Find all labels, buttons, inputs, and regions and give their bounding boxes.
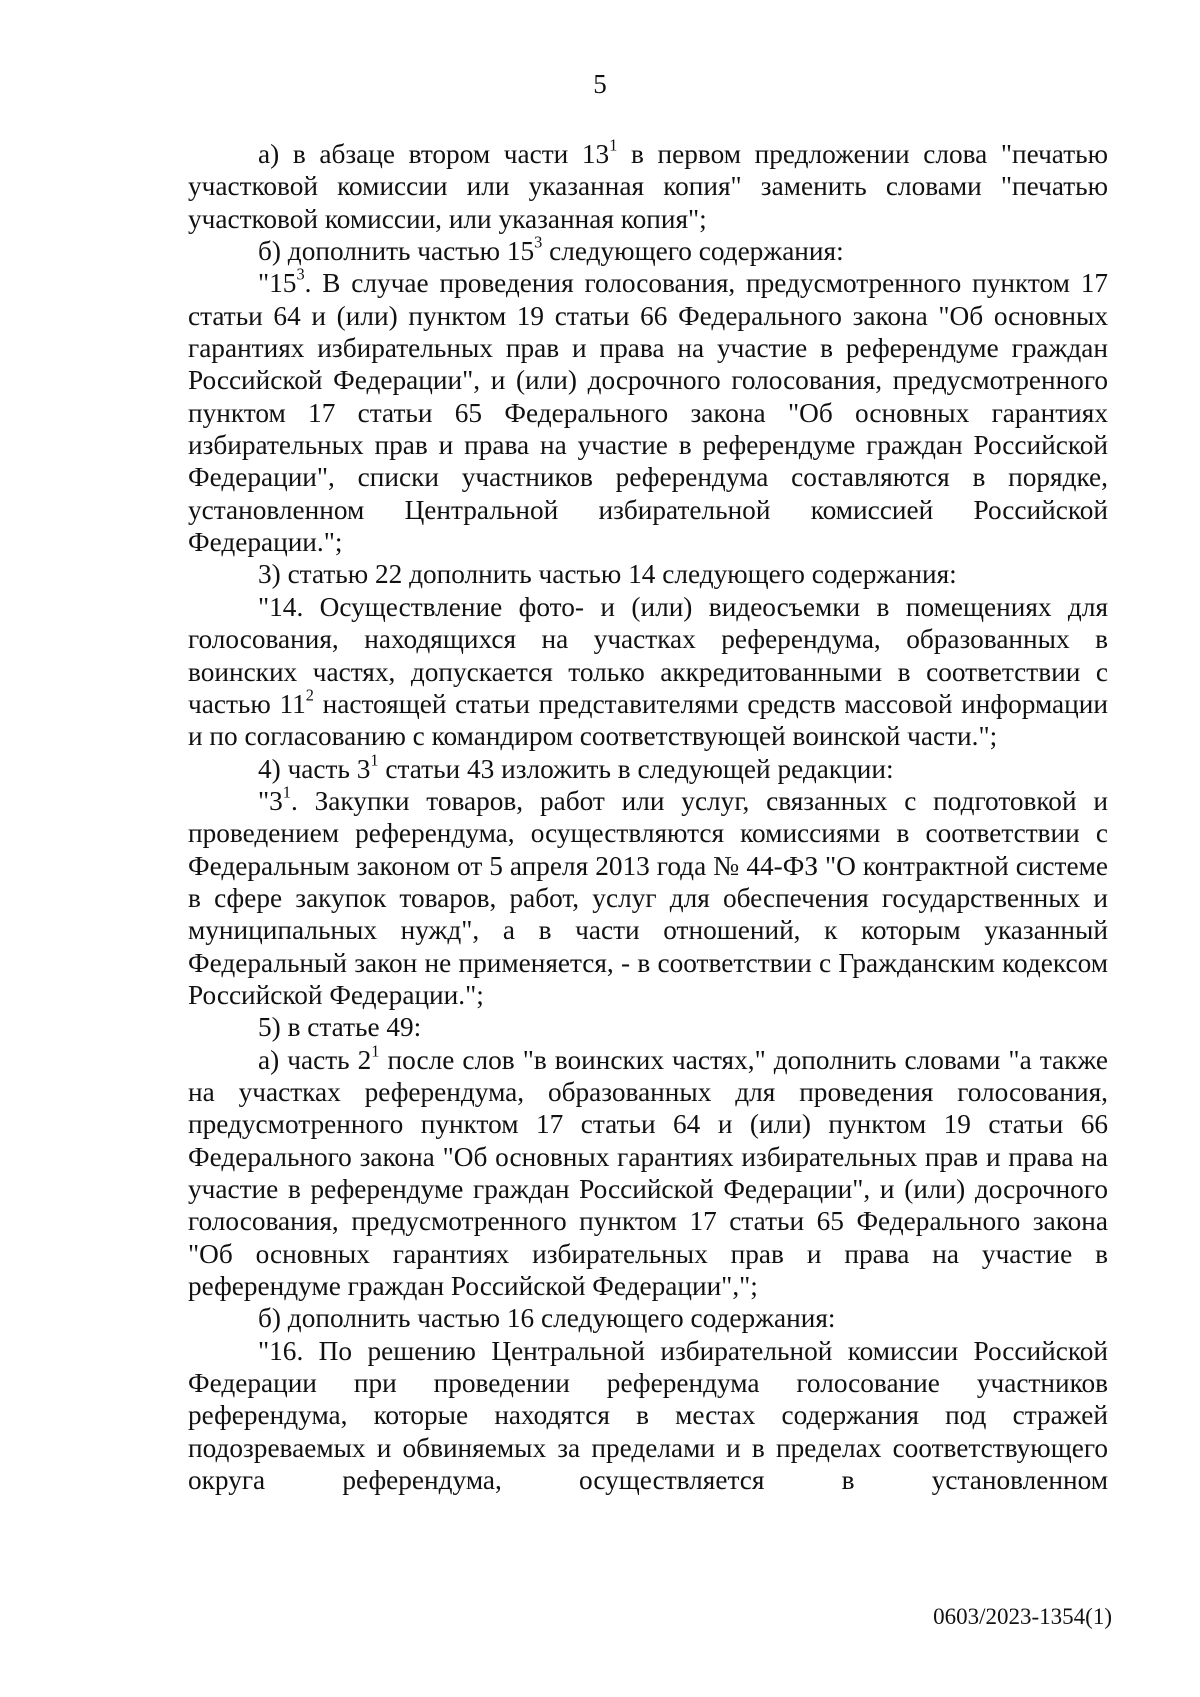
superscript: 3 (296, 265, 305, 285)
paragraph-9: а) часть $2^1$ после слов "в воинских частях," дополнить словами "а также на участках референдума, образованных для проведения голосования, предусмотренного пунктом 17 статьи 64 и (или) пунктом 19 статьи 66 Федерального закона "Об основных гарантиях избирательных прав и права на участие в референдуме граждан Российской Федерации", и (или) досрочного голосования, предусмотренного пунктом 17 статьи 65 Федерального закона "Об основных гарантиях избирательных прав и права на участие в референдуме граждан Российской Федерации","; (188, 1041, 1108, 1302)
superscript: 2 (305, 685, 314, 705)
paragraph-2: б) дополнить частью $15^3$ следующего содержания: (258, 232, 844, 267)
paragraph-8: 5) в статье 49: (258, 1012, 422, 1043)
superscript: 3 (534, 232, 543, 252)
paragraph-11: "16. По решению Центральной избирательной комиссии Российской Федерации при проведении референдума голосование участников референдума, которые находятся в местах содержания под стражей подозреваемых и обвиняемых за пределами и в пределах соответствующего округа референдума, осуществляется в установленном (188, 1335, 1108, 1496)
paragraph-4: 3) статью 22 дополнить частью 14 следующего содержания: (258, 559, 957, 590)
paragraph-7: "$3^1$. Закупки товаров, работ или услуг, связанных с подготовкой и проведением референдума, осуществляются комиссиями в соответствии с Федеральным законом от 5 апреля 2013 года № 44-ФЗ "О контрактной системе в сфере закупок товаров, работ, услуг для обеспечения государственных и муниципальных нужд", а в части отношений, к которым указанный Федеральный закон не применяется, - в соответствии с Гражданским кодексом Российской Федерации."; (188, 782, 1108, 1010)
paragraph-5: "14. Осуществление фото- и (или) видеосъемки в помещениях для голосования, находящихся на участках референдума, образованных в воинских частях, допускается только аккредитованными в соответствии с частью $11^2$ настоящей статьи представителями средств массовой информации и по согласованию с командиром соответствующей воинской части."; (188, 591, 1108, 752)
document-code: 0603/2023-1354(1) (933, 1604, 1112, 1629)
paragraph-1: а) в абзаце втором части $13^1$ в первом предложении слова "печатью участковой комиссии или указанная копия" заменить словами "печатью участковой комиссии, или указанная копия"; (188, 135, 1108, 234)
superscript: 1 (609, 135, 618, 155)
page-number: 5 (593, 69, 607, 99)
paragraph-10: б) дополнить частью 16 следующего содержания: (258, 1303, 836, 1334)
superscript: 1 (282, 782, 291, 802)
superscript: 1 (370, 750, 379, 770)
document-body (188, 135, 1108, 1496)
superscript: 1 (371, 1041, 380, 1061)
paragraph-3: "$15^3$. В случае проведения голосования, предусмотренного пунктом 17 статьи 64 и (или) пунктом 19 статьи 66 Федерального закона "Об основных гарантиях избирательных прав и права на участие в референдуме граждан Российской Федерации", и (или) досрочного голосования, предусмотренного пунктом 17 статьи 65 Федерального закона "Об основных гарантиях избирательных прав и права на участие в референдуме граждан Российской Федерации", списки участников референдума составляются в порядке, установленном Центральной избирательной комиссией Российской Федерации."; (188, 265, 1108, 558)
paragraph-6: 4) часть $3^1$ статьи 43 изложить в следующей редакции: (258, 750, 894, 784)
